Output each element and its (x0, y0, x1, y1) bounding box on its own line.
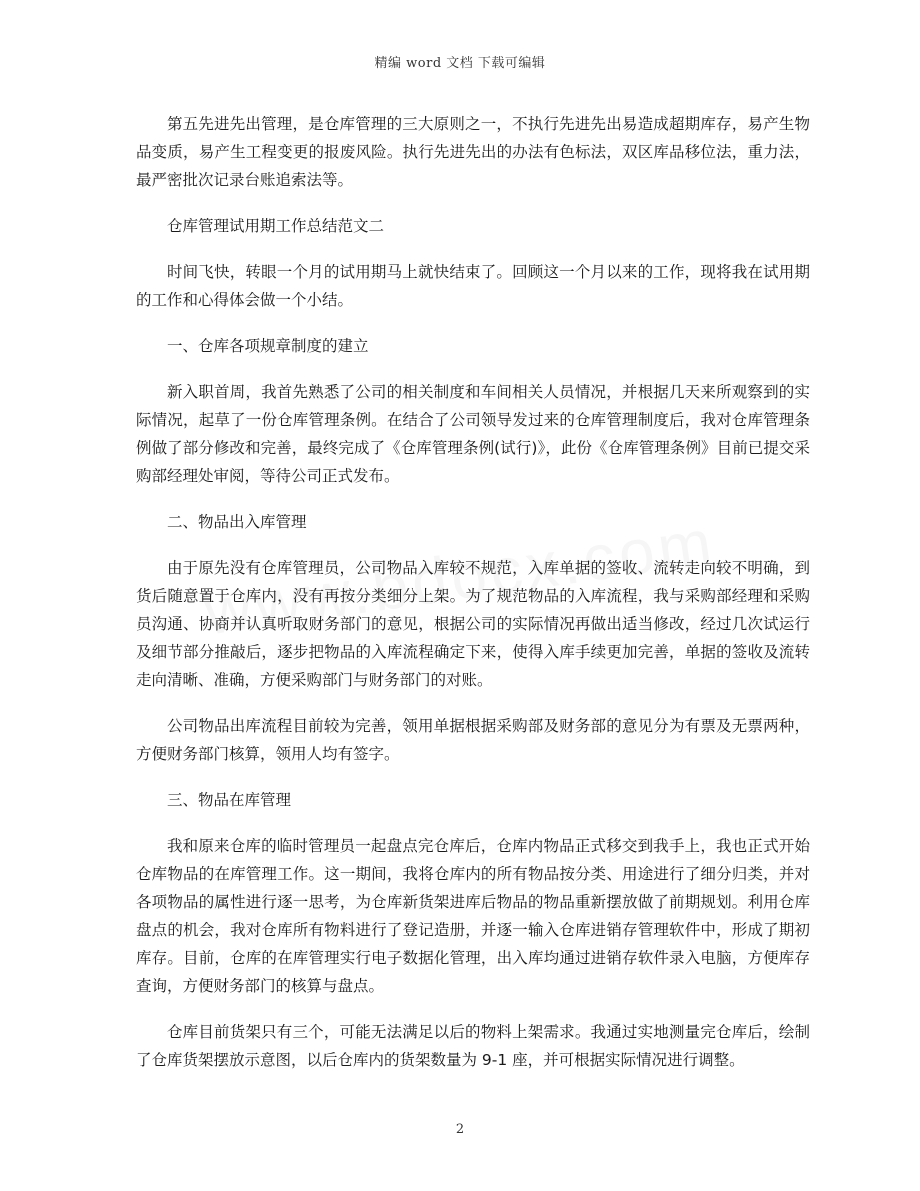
heading-in-stock: 三、物品在库管理 (167, 791, 292, 809)
document-header: 精编 word 文档 下载可编辑 (374, 56, 546, 71)
paragraph-fifo: 第五先进先出管理，是仓库管理的三大原则之一，不执行先进先出易造成超期库存，易产生物品变质，易产生工程变更的报废风险。执行先进先出的办法有色标法，双区库品移位法，重力法，最严密批次记录台账追索法等。 (136, 115, 810, 189)
paragraph-outbound: 公司物品出库流程目前较为完善，领用单据根据采购部及财务部的意见分为有票及无票两种，方便财务部门核算，领用人均有签字。 (136, 717, 810, 763)
paragraph-intro: 时间飞快，转眼一个月的试用期马上就快结束了。回顾这一个月以来的工作，现将我在试用期的工作和心得体会做一个小结。 (136, 263, 810, 309)
section-title: 仓库管理试用期工作总结范文二 (167, 217, 385, 235)
page-number: 2 (455, 1122, 465, 1137)
document-body (136, 110, 810, 1092)
paragraph-inbound: 由于原先没有仓库管理员，公司物品入库较不规范，入库单据的签收、流转走向较不明确，到货后随意置于仓库内，没有再按分类细分上架。为了规范物品的入库流程，我与采购部经理和采购员沟通、协商并认真听取财务部门的意见，根据公司的实际情况再做出适当修改，经过几次试运行及细节部分推敲后，逐步把物品的入库流程确定下来，使得入库手续更加完善，单据的签收及流转走向清晰、准确，方便采购部门与财务部门的对账。 (136, 559, 810, 689)
paragraph-in-stock: 我和原来仓库的临时管理员一起盘点完仓库后，仓库内物品正式移交到我手上，我也正式开始仓库物品的在库管理工作。这一期间，我将仓库内的所有物品按分类、用途进行了细分归类，并对各项物品的属性进行逐一思考，为仓库新货架进库后物品的物品重新摆放做了前期规划。利用仓库盘点的机会，我对仓库所有物料进行了登记造册，并逐一输入仓库进销存管理软件中，形成了期初库存。目前，仓库的在库管理实行电子数据化管理，出入库均通过进销存软件录入电脑，方便库存查询，方便财务部门的核算与盘点。 (136, 837, 810, 995)
paragraph-shelves: 仓库目前货架只有三个，可能无法满足以后的物料上架需求。我通过实地测量完仓库后，绘制了仓库货架摆放示意图，以后仓库内的货架数量为 9-1 座，并可根据实际情况进行调整。 (136, 1023, 810, 1069)
heading-in-out: 二、物品出入库管理 (167, 513, 307, 531)
heading-rules: 一、仓库各项规章制度的建立 (167, 337, 369, 355)
paragraph-rules: 新入职首周，我首先熟悉了公司的相关制度和车间相关人员情况，并根据几天来所观察到的实际情况，起草了一份仓库管理条例。在结合了公司领导发过来的仓库管理制度后，我对仓库管理条例做了部分修改和完善，最终完成了《仓库管理条例(试行)》，此份《仓库管理条例》目前已提交采购部经理处审阅，等待公司正式发布。 (136, 383, 810, 485)
